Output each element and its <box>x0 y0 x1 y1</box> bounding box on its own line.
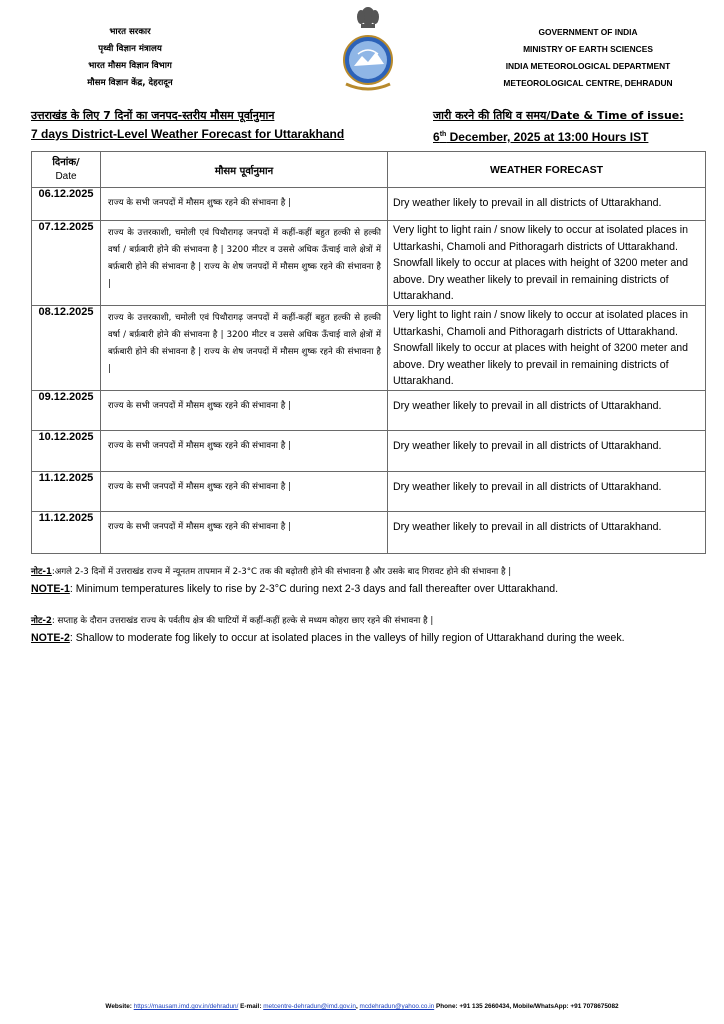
forecast-date: 08.12.2025 <box>32 306 101 391</box>
header-left-line-2: पृथ्वी विज्ञान मंत्रालय <box>98 44 162 54</box>
forecast-date: 11.12.2025 <box>32 472 101 512</box>
table-row <box>32 431 706 472</box>
table-row <box>32 391 706 431</box>
footer-website-link[interactable]: https://mausam.imd.gov.in/dehradun/ <box>133 1003 239 1010</box>
footer-website-label: Website: <box>105 1003 134 1010</box>
issue-rest: December, 2025 at 13:00 Hours IST <box>446 130 649 144</box>
forecast-english: Very light to light rain / snow likely to occur at isolated places in Uttarkashi, Chamoli and Pithoragarh districts of Uttarakhand. Snowfall likely to occur at places with height of 3200 meter and above. Dry weather likely to prevail in remaining districts of Uttarakhand. <box>388 221 706 306</box>
header-left-line-4: मौसम विज्ञान केंद्र, देहरादून <box>87 78 173 88</box>
note-1-english <box>31 581 705 598</box>
table-header-row <box>32 152 706 188</box>
column-header-english-forecast: WEATHER FORECAST <box>388 152 706 188</box>
column-header-date-english: Date <box>55 170 77 182</box>
forecast-hindi: राज्य के सभी जनपदों में मौसम शुष्क रहने की संभावना है | <box>101 431 388 472</box>
note-2-hindi-label: नोट-2 <box>31 616 52 626</box>
forecast-date: 09.12.2025 <box>32 391 101 431</box>
footer-phone-label: Phone: <box>434 1003 460 1010</box>
header-right-line-3: INDIA METEOROLOGICAL DEPARTMENT <box>505 61 671 71</box>
footer-phone: +91 135 2660434 <box>459 1003 510 1010</box>
forecast-hindi: राज्य के सभी जनपदों में मौसम शुष्क रहने की संभावना है | <box>101 512 388 554</box>
header-right-block <box>488 24 688 92</box>
footer-email-label: E-mail: <box>238 1003 264 1010</box>
forecast-date: 10.12.2025 <box>32 431 101 472</box>
note-1-english-text: : Minimum temperatures likely to rise by 2-3°C during next 2-3 days and fall thereafter over Uttarakhand. <box>69 583 559 595</box>
forecast-english: Dry weather likely to prevail in all districts of Uttarakhand. <box>388 512 706 554</box>
column-header-date-hindi: दिनांक/ <box>52 156 80 168</box>
table-row <box>32 512 706 554</box>
note-2-english-label: NOTE-2 <box>31 632 70 644</box>
notes-section <box>31 564 705 647</box>
footer-mobile: +91 7078675082 <box>570 1003 619 1010</box>
note-2-hindi-text: : सप्ताह के दौरान उत्तराखंड राज्य के पर्वतीय क्षेत्र की घाटियों में कहीं-कहीं हल्के से मध्यम कोहरा छाए रहने की संभावना है | <box>51 616 434 626</box>
footer-email-link-1[interactable]: metcentre-dehradun@imd.gov.in <box>263 1003 356 1010</box>
note-1-hindi-label: नोट-1 <box>31 567 52 577</box>
table-row <box>32 472 706 512</box>
forecast-hindi: राज्य के उत्तरकाशी, चमोली एवं पिथौरागढ़ जनपदों में कहीं-कहीं बहुत हल्की से हल्की वर्षा / बर्फ़बारी होने की संभावना है | 3200 मीटर व उससे अधिक ऊँचाई वाले क्षेत्रों में बर्फ़बारी होने की संभावना है | राज्य के शेष जनपदों में मौसम शुष्क रहने की संभावना है | <box>101 306 388 391</box>
forecast-hindi: राज्य के सभी जनपदों में मौसम शुष्क रहने की संभावना है | <box>101 188 388 221</box>
forecast-hindi: राज्य के सभी जनपदों में मौसम शुष्क रहने की संभावना है | <box>101 472 388 512</box>
forecast-title <box>31 106 344 144</box>
header-right-line-1: GOVERNMENT OF INDIA <box>538 27 638 37</box>
forecast-date: 11.12.2025 <box>32 512 101 554</box>
note-1-hindi-text: :अगले 2-3 दिनों में उत्तराखंड राज्य में न्यूनतम तापमान में 2-3°C तक की बढ़ोतरी होने की संभावना है और उसके बाद गिरावट होने की संभावना है | <box>51 567 512 577</box>
footer-contact <box>0 1003 724 1010</box>
header-left-line-1: भारत सरकार <box>109 27 151 37</box>
header-right-line-2: MINISTRY OF EARTH SCIENCES <box>523 44 653 54</box>
note-2-hindi <box>31 613 705 630</box>
footer-email-separator: , <box>355 1003 360 1010</box>
column-header-hindi-forecast: मौसम पूर्वानुमान <box>101 152 388 188</box>
forecast-english: Very light to light rain / snow likely to occur at isolated places in Uttarkashi, Chamoli and Pithoragarh districts of Uttarakhand. Snowfall likely to occur at places with height of 3200 meter and above. Dry weather likely to prevail in remaining districts of Uttarakhand. <box>388 306 706 391</box>
national-emblem-icon <box>357 7 379 28</box>
footer-mobile-label: , Mobile/WhatsApp: <box>509 1003 571 1010</box>
table-row <box>32 188 706 221</box>
forecast-date: 06.12.2025 <box>32 188 101 221</box>
forecast-title-hindi: उत्तराखंड के लिए 7 दिनों का जनपद-स्तरीय मौसम पूर्वानुमान <box>31 109 275 122</box>
forecast-english: Dry weather likely to prevail in all districts of Uttarakhand. <box>388 472 706 512</box>
forecast-title-english: 7 days District-Level Weather Forecast for Uttarakhand <box>31 127 345 141</box>
forecast-hindi: राज्य के उत्तरकाशी, चमोली एवं पिथौरागढ़ जनपदों में कहीं-कहीं बहुत हल्की से हल्की वर्षा / बर्फ़बारी होने की संभावना है | 3200 मीटर व उससे अधिक ऊँचाई वाले क्षेत्रों में बर्फ़बारी होने की संभावना है | राज्य के शेष जनपदों में मौसम शुष्क रहने की संभावना है | <box>101 221 388 306</box>
note-1-hindi <box>31 564 705 581</box>
forecast-english: Dry weather likely to prevail in all districts of Uttarakhand. <box>388 188 706 221</box>
issue-label: जारी करने की तिथि व समय/Date & Time of issue: <box>433 109 684 122</box>
forecast-hindi: राज्य के सभी जनपदों में मौसम शुष्क रहने की संभावना है | <box>101 391 388 431</box>
header-left-block <box>40 24 220 92</box>
imd-logo-icon <box>332 2 404 98</box>
column-header-date <box>32 152 101 188</box>
forecast-english: Dry weather likely to prevail in all districts of Uttarakhand. <box>388 391 706 431</box>
issue-datetime <box>433 106 684 147</box>
footer-email-link-2[interactable]: mcdehradun@yahoo.co.in <box>359 1003 435 1010</box>
header-right-line-4: METEOROLOGICAL CENTRE, DEHRADUN <box>503 78 673 88</box>
issue-day-suffix: th <box>439 131 447 138</box>
forecast-date: 07.12.2025 <box>32 221 101 306</box>
header-left-line-3: भारत मौसम विज्ञान विभाग <box>88 61 172 71</box>
issue-value <box>433 125 684 147</box>
note-1-english-label: NOTE-1 <box>31 583 70 595</box>
table-row <box>32 221 706 306</box>
forecast-table <box>31 151 706 554</box>
forecast-english: Dry weather likely to prevail in all districts of Uttarakhand. <box>388 431 706 472</box>
note-2-english <box>31 630 705 647</box>
note-2-english-text: : Shallow to moderate fog likely to occur at isolated places in the valleys of hilly region of Uttarakhand during the week. <box>69 632 625 644</box>
table-row <box>32 306 706 391</box>
issue-day: 6 <box>433 130 440 144</box>
